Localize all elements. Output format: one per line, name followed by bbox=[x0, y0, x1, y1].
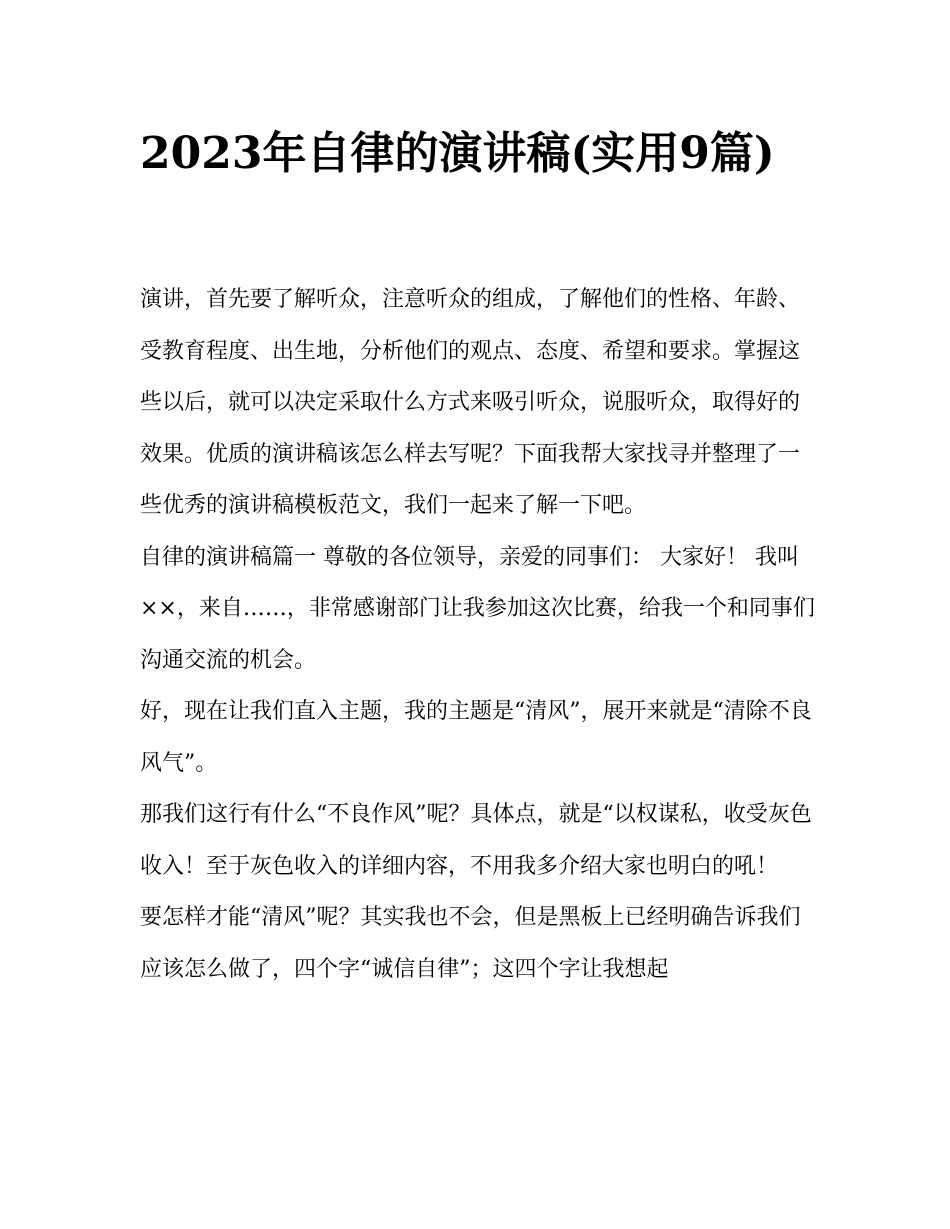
paragraph-integrity: 要怎样才能“清风”呢？其实我也不会，但是黑板上已经明确告诉我们应该怎么做了，四个字“诚信自律”；这四个字让我想起 bbox=[140, 905, 801, 982]
paragraph-bad-habits: 那我们这行有什么“不良作风”呢？具体点，就是“以权谋私，收受灰色收入！至于灰色收入的详细内容，不用我多介绍大家也明白的吼！ bbox=[140, 802, 812, 879]
paragraph-theme: 好，现在让我们直入主题，我的主题是“清风”，展开来就是“清除不良风气”。 bbox=[140, 699, 812, 776]
paragraph-intro: 演讲，首先要了解听众，注意听众的组成，了解他们的性格、年龄、受教育程度、出生地，分析他们的观点、态度、希望和要求。掌握这些以后，就可以决定采取什么方式来吸引听众，说服听众，取得好的效果。优质的演讲稿该怎么样去写呢？下面我帮大家找寻并整理了一些优秀的演讲稿模板范文，我们一起来了解一下吧。 bbox=[140, 287, 801, 518]
document-title: 2023年自律的演讲稿(实用9篇) bbox=[140, 128, 775, 179]
document-body bbox=[140, 274, 820, 995]
paragraph-greeting: 自律的演讲稿篇一 尊敬的各位领导，亲爱的同事们： 大家好！ 我叫××，来自……，非常感谢部门让我参加这次比赛，给我一个和同事们沟通交流的机会。 bbox=[140, 544, 815, 673]
